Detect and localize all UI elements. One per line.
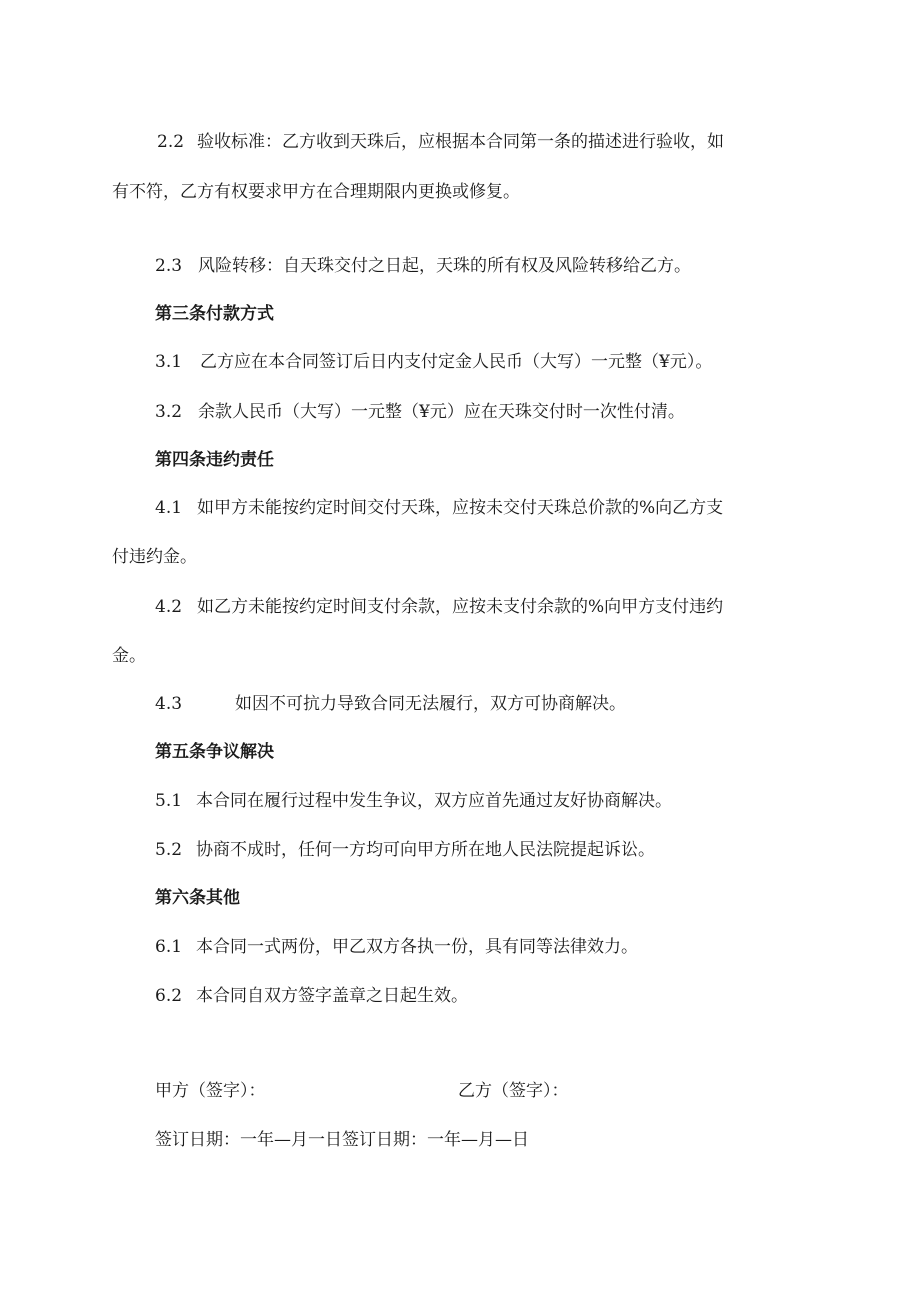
item-5-2-number: 5.2 [155,840,183,860]
item-4-2-line-1 [155,595,723,619]
item-2-2-line-2: 有不符，乙方有权要求甲方在合理期限内更换或修复。 [112,182,520,202]
item-6-1 [155,935,638,959]
item-5-1-text: 本合同在履行过程中发生争议，双方应首先通过友好协商解决。 [196,791,672,811]
clause-5-heading: 第五条争议解决 [155,742,274,762]
item-5-2-text: 协商不成时，任何一方均可向甲方所在地人民法院提起诉讼。 [196,840,655,860]
item-3-2 [155,400,685,424]
item-2-2-text: 验收标准：乙方收到天珠后，应根据本合同第一条的描述进行验收，如 [197,132,724,152]
item-3-1 [155,350,712,374]
item-6-1-text: 本合同一式两份，甲乙双方各执一份，具有同等法律效力。 [196,937,638,957]
item-5-2 [155,838,655,862]
item-4-3 [155,692,626,716]
item-4-1-number: 4.1 [155,498,183,518]
item-4-3-text: 如因不可抗力导致合同无法履行，双方可协商解决。 [235,694,626,714]
item-4-2-text: 如乙方未能按约定时间支付余款，应按未支付余款的%向甲方支付违约 [197,597,724,617]
item-5-1 [155,789,672,813]
item-6-2 [155,984,468,1008]
item-3-2-text: 余款人民币（大写）一元整（¥元）应在天珠交付时一次性付清。 [198,402,685,422]
clause-3-heading: 第三条付款方式 [155,304,274,324]
item-6-1-number: 6.1 [155,937,183,957]
item-3-2-number: 3.2 [155,402,183,422]
item-4-2-line-2: 金。 [112,646,146,666]
clause-6-heading: 第六条其他 [155,888,240,908]
item-5-1-number: 5.1 [155,791,183,811]
item-2-2-number: 2.2 [157,132,185,152]
item-2-3-text: 风险转移：自天珠交付之日起，天珠的所有权及风险转移给乙方。 [198,256,691,276]
item-3-1-number: 3.1 [155,352,183,372]
item-6-2-text: 本合同自双方签字盖章之日起生效。 [196,986,468,1006]
item-4-1-line-2: 付违约金。 [112,547,197,567]
clause-4-heading: 第四条违约责任 [155,450,274,470]
item-4-3-number: 4.3 [155,694,183,714]
item-3-1-text: 乙方应在本合同签订后日内支付定金人民币（大写）一元整（¥元）。 [200,352,713,372]
item-6-2-number: 6.2 [155,986,183,1006]
item-4-1-text: 如甲方未能按约定时间交付天珠，应按未交付天珠总价款的%向乙方支 [197,498,724,518]
signing-dates: 签订日期：一年—月一日签订日期：一年—月—日 [155,1130,529,1150]
item-4-1-line-1 [155,496,723,520]
party-a-signature-label: 甲方（签字）： [155,1081,266,1101]
item-2-2-line-1 [157,130,724,154]
party-b-signature-label: 乙方（签字）： [458,1081,569,1101]
item-2-3-number: 2.3 [155,256,183,276]
item-2-3 [155,254,691,278]
item-4-2-number: 4.2 [155,597,183,617]
